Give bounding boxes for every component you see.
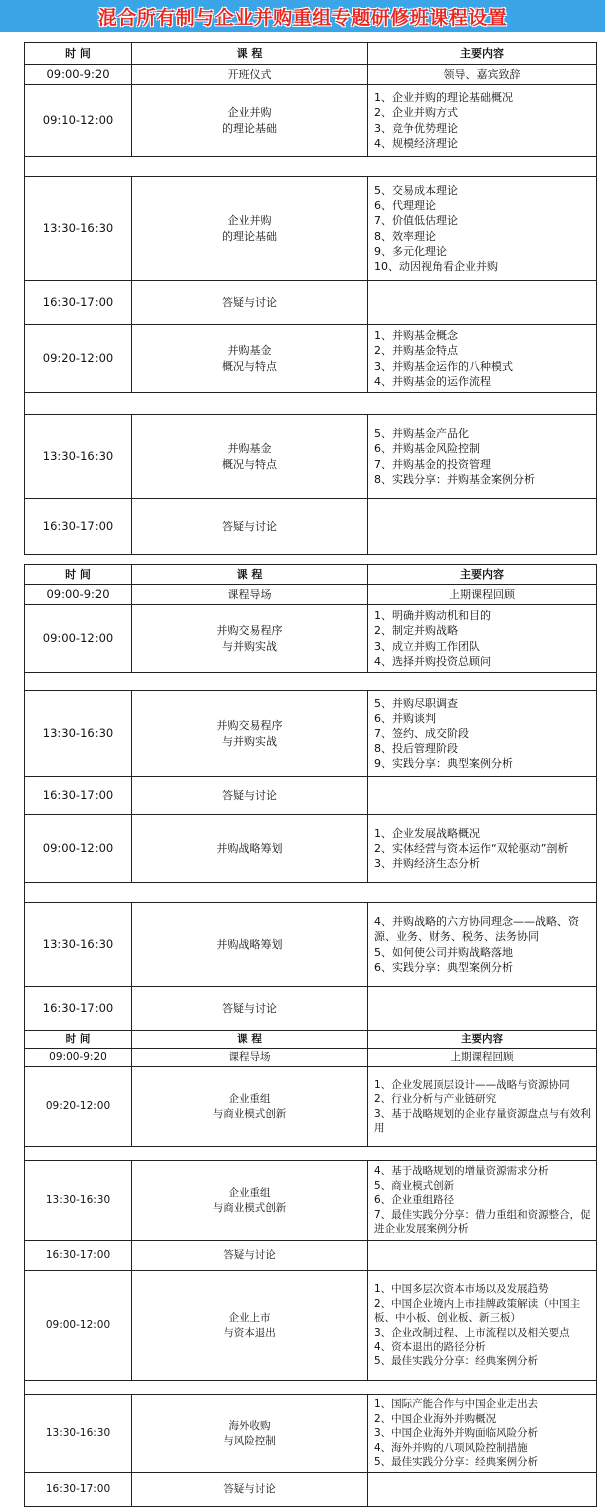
schedule-row (25, 585, 597, 605)
content-item: 3、企业改制过程、上市流程以及相关要点 (374, 1326, 570, 1339)
content-item: 4、规模经济理论 (374, 136, 458, 150)
course-cell: 答疑与讨论 (132, 499, 368, 555)
content-item: 7、价值低估理论 (374, 214, 458, 228)
content-item: 5、交易成本理论 (374, 183, 458, 197)
content-item: 2、中国企业境内上市挂牌政策解读（中国主板、中小板、创业板、新三板） (374, 1297, 581, 1325)
schedule-row (25, 903, 597, 987)
schedule-row (25, 777, 597, 815)
time-cell: 16:30-17:00 (25, 777, 132, 815)
content-item: 6、实践分享：典型案例分析 (374, 960, 513, 974)
content-item: 1、企业发展顶层设计——战略与资源协同 (374, 1078, 570, 1091)
schedule-row (25, 987, 597, 1031)
content-item: 2、行业分析与产业链研究 (374, 1093, 497, 1106)
time-cell: 09:00-9:20 (25, 585, 132, 605)
content-item: 3、并购经济生态分析 (374, 857, 480, 871)
header-row (25, 43, 597, 65)
schedule-table-module-3 (24, 1030, 597, 1507)
course-line: 企业重组 (228, 1187, 271, 1200)
course-cell (132, 1395, 368, 1473)
page-title: 混合所有制与企业并购重组专题研修班课程设置 (97, 6, 508, 29)
content-cell (368, 1241, 597, 1271)
content-item: 4、基于战略规划的增量资源需求分析 (374, 1165, 549, 1178)
spacer-row (25, 393, 597, 415)
content-item: 7、最佳实践分分享：借力重组和资源整合，促进企业发展案例分析 (374, 1208, 591, 1236)
schedule-row (25, 499, 597, 555)
content-item: 2、制定并购战略 (374, 624, 458, 638)
course-cell (132, 691, 368, 777)
content-cell (368, 1067, 597, 1147)
course-cell: 答疑与讨论 (132, 1473, 368, 1507)
header-content: 主要内容 (368, 43, 597, 65)
content-item: 3、并购基金运作的八种模式 (374, 359, 513, 373)
time-cell: 09:10-12:00 (25, 85, 132, 157)
header-course: 课 程 (132, 565, 368, 585)
course-line: 概况与特点 (222, 359, 277, 373)
schedule-row (25, 1473, 597, 1507)
course-cell (132, 415, 368, 499)
content-item: 6、并购基金风险控制 (374, 442, 480, 456)
course-line: 企业并购 (227, 214, 272, 228)
content-item: 4、资本退出的路径分析 (374, 1340, 486, 1353)
schedule-table-module-1 (24, 42, 597, 555)
content-cell (368, 85, 597, 157)
content-item: 8、投后管理阶段 (374, 742, 458, 756)
course-cell: 答疑与讨论 (132, 987, 368, 1031)
schedule-row (25, 815, 597, 883)
schedule-row (25, 1161, 597, 1241)
content-item: 6、并购谈判 (374, 711, 436, 725)
content-cell (368, 499, 597, 555)
course-cell: 并购战略筹划 (132, 815, 368, 883)
time-cell: 16:30-17:00 (25, 987, 132, 1031)
content-item: 5、商业模式创新 (374, 1179, 455, 1192)
content-item: 1、企业并购的理论基础概况 (374, 91, 513, 105)
content-cell (368, 1473, 597, 1507)
course-cell: 答疑与讨论 (132, 777, 368, 815)
course-line: 并购基金 (227, 344, 272, 358)
content-cell: 上期课程回顾 (368, 1049, 597, 1067)
course-line: 企业重组 (228, 1093, 271, 1106)
time-cell: 09:00-12:00 (25, 815, 132, 883)
header-content: 主要内容 (368, 1031, 597, 1049)
content-item: 2、中国企业海外并购概况 (374, 1412, 497, 1425)
time-cell: 16:30-17:00 (25, 499, 132, 555)
content-item: 5、并购尽职调查 (374, 696, 458, 710)
content-cell (368, 987, 597, 1031)
content-cell (368, 691, 597, 777)
content-cell (368, 1271, 597, 1381)
content-item: 7、签约、成交阶段 (374, 726, 469, 740)
header-time: 时 间 (25, 565, 132, 585)
schedule-row (25, 1067, 597, 1147)
content-item: 4、并购战略的六方协同理念——战略、资源、业务、财务、税务、法务协同 (374, 915, 579, 944)
content-item: 6、代理理论 (374, 199, 436, 213)
content-item: 1、国际产能合作与中国企业走出去 (374, 1398, 539, 1411)
time-cell: 13:30-16:30 (25, 177, 132, 281)
content-item: 4、选择并购投资总顾问 (374, 654, 491, 668)
course-cell: 课程导场 (132, 585, 368, 605)
content-cell (368, 281, 597, 325)
content-item: 8、效率理论 (374, 229, 436, 243)
course-line: 与风险控制 (223, 1434, 276, 1447)
time-cell: 09:20-12:00 (25, 1067, 132, 1147)
header-content: 主要内容 (368, 565, 597, 585)
header-row (25, 1031, 597, 1049)
schedule-row (25, 1395, 597, 1473)
course-cell (132, 177, 368, 281)
content-item: 1、明确并购动机和目的 (374, 609, 491, 623)
content-cell (368, 815, 597, 883)
content-cell (368, 325, 597, 393)
time-cell: 13:30-16:30 (25, 1395, 132, 1473)
course-cell (132, 1161, 368, 1241)
course-cell: 开班仪式 (132, 65, 368, 85)
course-line: 企业上市 (228, 1312, 271, 1325)
content-cell (368, 1395, 597, 1473)
content-item: 4、海外并购的八项风险控制措施 (374, 1441, 528, 1454)
content-item: 10、动因视角看企业并购 (374, 259, 498, 273)
schedule-row (25, 1271, 597, 1381)
content-cell (368, 605, 597, 673)
spacer-row (25, 673, 597, 691)
content-item: 2、并购基金特点 (374, 344, 458, 358)
schedule-row (25, 177, 597, 281)
content-cell: 领导、嘉宾致辞 (368, 65, 597, 85)
content-item: 5、如何使公司并购战略落地 (374, 945, 513, 959)
course-line: 并购交易程序 (216, 624, 283, 638)
spacer-row (25, 157, 597, 177)
content-cell: 上期课程回顾 (368, 585, 597, 605)
content-item: 3、竞争优势理论 (374, 121, 458, 135)
content-item: 2、实体经营与资本运作“双轮驱动”剖析 (374, 841, 569, 855)
course-line: 与商业模式创新 (212, 1201, 287, 1214)
spacer-row (25, 1381, 597, 1395)
time-cell: 09:00-9:20 (25, 1049, 132, 1067)
course-line: 与并购实战 (222, 734, 277, 748)
content-item: 4、并购基金的运作流程 (374, 374, 491, 388)
title-bar (0, 0, 605, 32)
spacer-row (25, 1147, 597, 1161)
content-cell (368, 903, 597, 987)
content-item: 1、并购基金概念 (374, 329, 458, 343)
time-cell: 09:20-12:00 (25, 325, 132, 393)
content-item: 5、最佳实践分分享：经典案例分析 (374, 1456, 539, 1469)
content-item: 1、企业发展战略概况 (374, 826, 480, 840)
course-cell (132, 1271, 368, 1381)
content-item: 8、实践分享：并购基金案例分析 (374, 472, 535, 486)
course-cell (132, 325, 368, 393)
time-cell: 13:30-16:30 (25, 415, 132, 499)
time-cell: 09:00-12:00 (25, 605, 132, 673)
course-cell: 课程导场 (132, 1049, 368, 1067)
content-cell (368, 415, 597, 499)
schedule-row (25, 325, 597, 393)
content-item: 9、实践分享：典型案例分析 (374, 757, 513, 771)
header-time: 时 间 (25, 43, 132, 65)
time-cell: 16:30-17:00 (25, 1241, 132, 1271)
schedule-row (25, 415, 597, 499)
schedule-row (25, 1049, 597, 1067)
schedule-row (25, 85, 597, 157)
schedule-table-module-2 (24, 564, 597, 1031)
course-cell (132, 85, 368, 157)
content-item: 9、多元化理论 (374, 244, 447, 258)
course-cell (132, 1067, 368, 1147)
course-cell: 答疑与讨论 (132, 281, 368, 325)
time-cell: 16:30-17:00 (25, 281, 132, 325)
course-line: 与资本退出 (223, 1326, 276, 1339)
header-course: 课 程 (132, 1031, 368, 1049)
time-cell: 13:30-16:30 (25, 1161, 132, 1241)
header-row (25, 565, 597, 585)
header-time: 时 间 (25, 1031, 132, 1049)
course-line: 概况与特点 (222, 457, 277, 471)
schedule-row (25, 605, 597, 673)
content-cell (368, 1161, 597, 1241)
content-item: 6、企业重组路径 (374, 1194, 455, 1207)
time-cell: 16:30-17:00 (25, 1473, 132, 1507)
course-cell (132, 605, 368, 673)
course-line: 海外收购 (228, 1420, 271, 1433)
time-cell: 09:00-12:00 (25, 1271, 132, 1381)
content-cell (368, 177, 597, 281)
content-item: 7、并购基金的投资管理 (374, 457, 491, 471)
course-line: 与商业模式创新 (212, 1107, 287, 1120)
time-cell: 13:30-16:30 (25, 903, 132, 987)
course-line: 并购交易程序 (216, 719, 283, 733)
schedule-row (25, 691, 597, 777)
course-line: 并购基金 (227, 442, 272, 456)
content-item: 3、中国企业海外并购面临风险分析 (374, 1427, 539, 1440)
schedule-row (25, 281, 597, 325)
course-line: 的理论基础 (222, 229, 277, 243)
schedule-row (25, 1241, 597, 1271)
content-item: 3、成立并购工作团队 (374, 639, 480, 653)
spacer-row (25, 883, 597, 903)
course-cell: 并购战略筹划 (132, 903, 368, 987)
course-line: 与并购实战 (222, 639, 277, 653)
course-cell: 答疑与讨论 (132, 1241, 368, 1271)
content-item: 1、中国多层次资本市场以及发展趋势 (374, 1283, 549, 1296)
schedule-row (25, 65, 597, 85)
content-item: 2、企业并购方式 (374, 106, 458, 120)
course-line: 企业并购 (227, 106, 272, 120)
content-cell (368, 777, 597, 815)
time-cell: 13:30-16:30 (25, 691, 132, 777)
course-line: 的理论基础 (222, 121, 277, 135)
content-item: 5、并购基金产品化 (374, 427, 469, 441)
content-item: 3、基于战略规划的企业存量资源盘点与有效利用 (374, 1107, 591, 1134)
content-item: 5、最佳实践分分享：经典案例分析 (374, 1355, 539, 1368)
time-cell: 09:00-9:20 (25, 65, 132, 85)
header-course: 课 程 (132, 43, 368, 65)
